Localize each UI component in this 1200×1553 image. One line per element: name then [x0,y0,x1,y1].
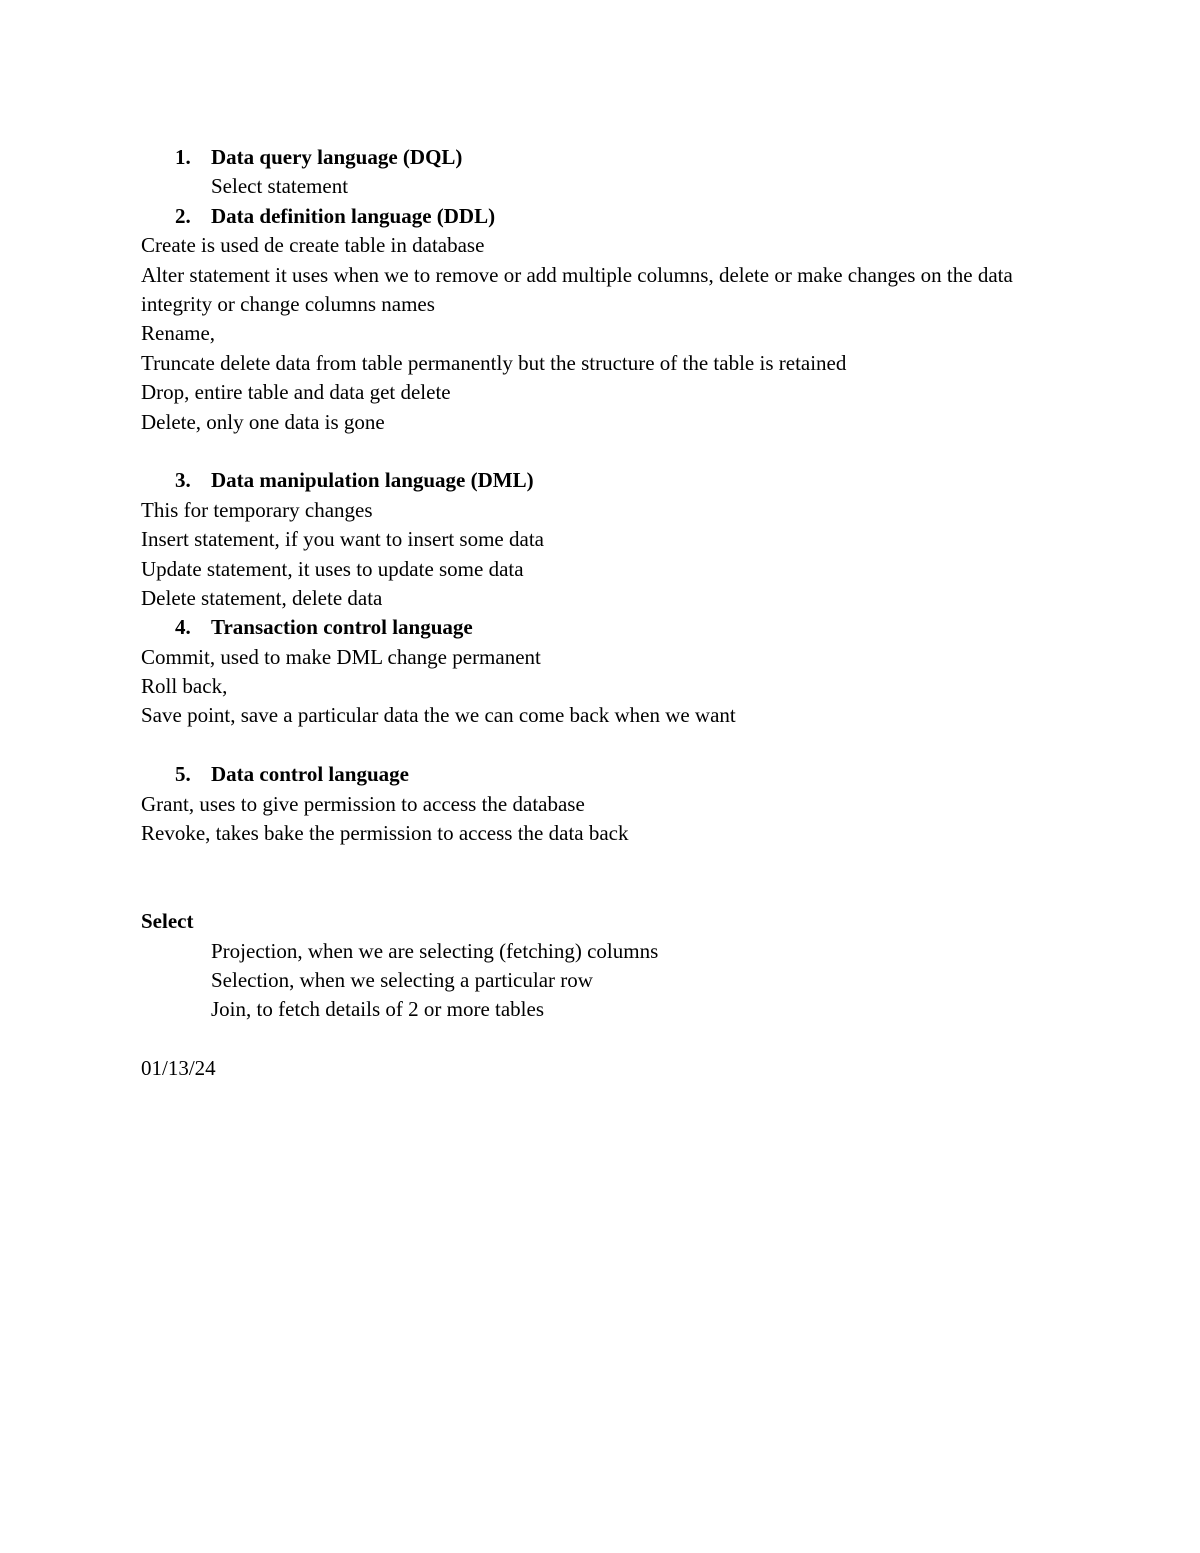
section-number: 3. [175,468,191,493]
dql-line: Select statement [211,174,349,199]
ddl-line: Alter statement it uses when we to remove or add multiple columns, delete or make changes on the data integrity or change columns names [141,262,1013,316]
select-item: Join, to fetch details of 2 or more tables [211,997,544,1022]
select-item: Selection, when we selecting a particular row [211,967,593,992]
blank-line [141,878,1061,907]
blank-line [141,731,1061,760]
section-number: 2. [175,203,191,228]
ddl-line: Delete, only one data is gone [141,409,385,434]
ddl-line: Rename, [141,321,216,346]
dcl-line: Revoke, takes bake the permission to access the data back [141,821,629,846]
section-number: 5. [175,762,191,787]
section-title: Data definition language (DDL) [211,203,496,228]
blank-line [141,437,1061,466]
select-heading: Select [141,909,194,934]
section-number: 4. [175,615,191,640]
section-heading-ddl [141,202,1061,231]
ddl-line: Drop, entire table and data get delete [141,380,451,405]
section-heading-dcl [141,760,1061,789]
section-heading-dql [141,143,1061,172]
blank-line [141,848,1061,877]
select-item: Projection, when we are selecting (fetching) columns [211,938,659,963]
dml-line: Insert statement, if you want to insert some data [141,527,544,552]
dcl-line: Grant, uses to give permission to access the database [141,791,585,816]
section-heading-tcl [141,613,1061,642]
tcl-line: Save point, save a particular data the we can come back when we want [141,703,736,728]
section-number: 1. [175,145,191,169]
document-body [141,143,1061,1084]
section-title: Transaction control language [211,615,473,640]
ddl-line: Create is used de create table in database [141,233,485,258]
date-text: 01/13/24 [141,1056,216,1081]
dml-line: This for temporary changes [141,497,373,522]
section-title: Data query language (DQL) [211,145,463,169]
dml-line: Update statement, it uses to update some data [141,556,524,581]
ddl-line: Truncate delete data from table permanently but the structure of the table is retained [141,350,847,375]
tcl-line: Commit, used to make DML change permanent [141,644,541,669]
section-heading-dml [141,466,1061,495]
dml-line: Delete statement, delete data [141,585,383,610]
tcl-line: Roll back, [141,674,228,699]
section-title: Data manipulation language (DML) [211,468,534,493]
blank-line [141,1025,1061,1054]
section-title: Data control language [211,762,409,787]
